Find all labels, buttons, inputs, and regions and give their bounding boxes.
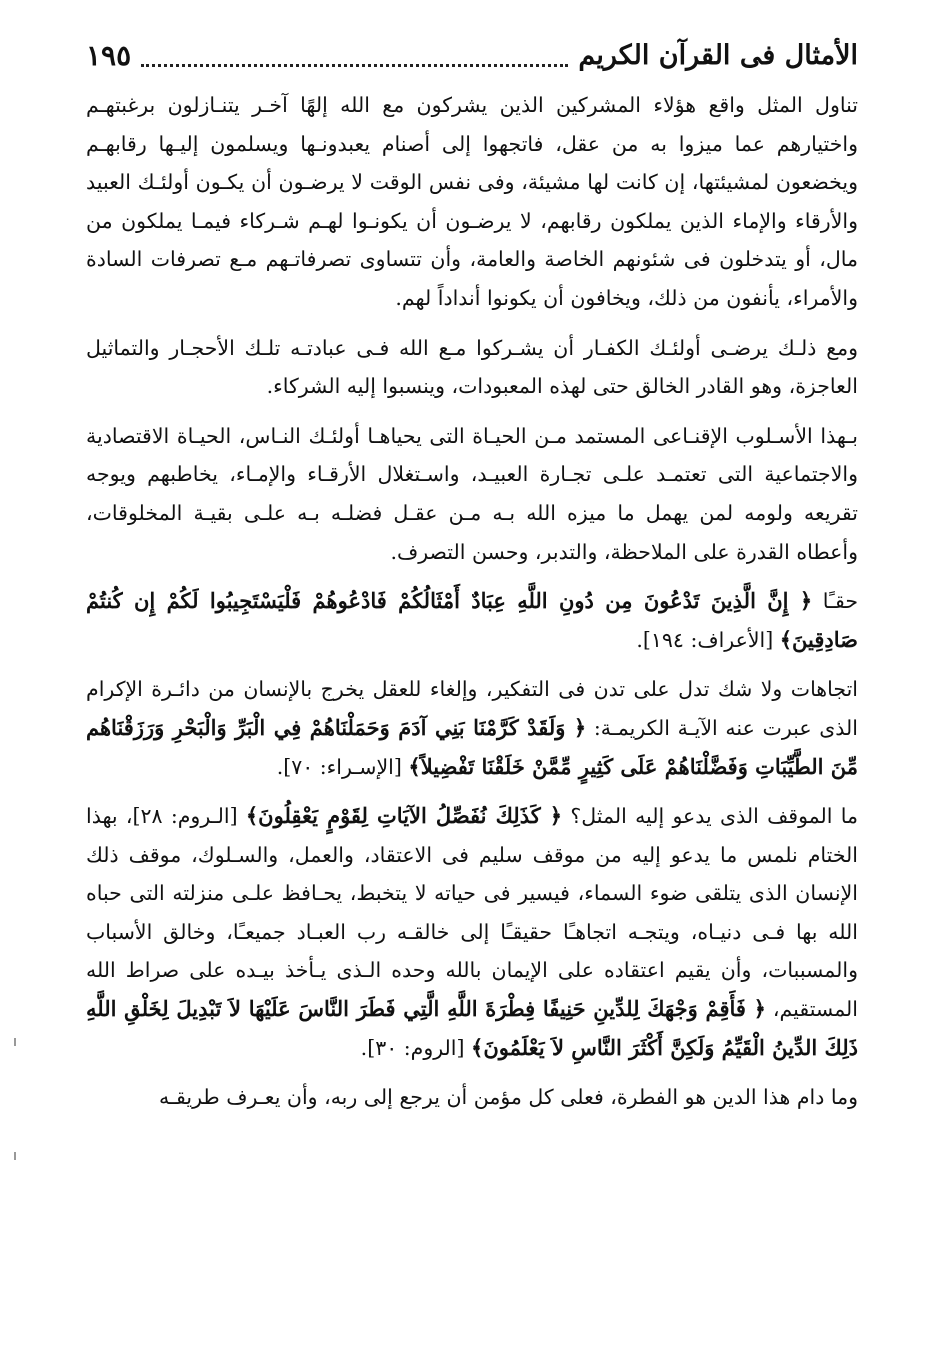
paragraph-5 (86, 670, 858, 786)
scan-mark (14, 1038, 16, 1046)
dotted-leader (141, 64, 568, 67)
paragraph-1 (86, 86, 858, 318)
quran-verse: ﴿ إِنَّ الَّذِينَ تَدْعُونَ مِن دُونِ اللَّهِ عِبَادٌ أَمْثَالُكُمْ فَادْعُوهُمْ فَلْيَسْتَجِيبُوا لَكُمْ إِن كُنتُمْ صَادِقِينَ﴾ (86, 588, 858, 652)
text-segment: حقـًا (812, 589, 858, 614)
paragraph-6 (86, 797, 858, 1067)
paragraph-4 (86, 582, 858, 659)
quran-verse: ﴿ فَأَقِمْ وَجْهَكَ لِلدِّينِ حَنِيفًا فِطْرَةَ اللَّهِ الَّتِي فَطَرَ النَّاسَ عَلَيْهَا لاَ تَبْدِيلَ لِخَلْقِ اللَّهِ ذَلِكَ الدِّينُ الْقَيِّمُ وَلَكِنَّ أَكْثَرَ النَّاسِ لاَ يَعْلَمُونَ﴾ (86, 996, 858, 1060)
body-text (86, 86, 858, 1117)
page-header (86, 30, 858, 76)
page-number: ١٩٥ (86, 39, 132, 72)
book-page (86, 30, 858, 1350)
verse-citation: [الإسـراء: ٧٠]. (276, 754, 409, 779)
paragraph-7 (86, 1078, 858, 1117)
quran-verse: ﴿ وَلَقَدْ كَرَّمْنَا بَنِي آدَمَ وَحَمَلْنَاهُمْ فِي الْبَرِّ وَالْبَحْرِ وَرَزَقْنَاهُم مِّنَ الطَّيِّبَاتِ وَفَضَّلْنَاهُمْ عَلَى كَثِيرٍ مِّمَّنْ خَلَقْنَا تَفْضِيلاً﴾ (86, 714, 858, 779)
text-segment: ومع ذلـك يرضـى أولئـك الكفـار أن يشـركوا مـع الله فـى عبادتـه تلـك الأحجـار والتماثيل العاجزة، وهو القادر الخالق حتى لهذه المعبودات، وينسبوا إليه الشركاء. (86, 335, 858, 399)
verse-citation: [الأعراف: ١٩٤]. (636, 627, 780, 652)
paragraph-3 (86, 417, 858, 571)
text-segment: اتجاهات ولا شك تدل على تدن فى التفكير، وإلغاء للعقل يخرج بالإنسان من دائـرة الإكرام الذى عبرت عنه الآيـة الكريمـة: (86, 677, 858, 740)
scan-mark (14, 1152, 16, 1160)
text-segment: تناول المثل واقع هؤلاء المشركين الذين يشركون مع الله إلهًا آخـر يتنـازلون برغبتهـم واختيارهم عما ميزوا به من عقل، فاتجهوا إلى أصنام يعبدونـها ويسلمون إليـها رقابهـم ويخضعون لمشيئتها، إن كانت لها مشيئة، وفى نفس الوقت لا يرضـون أن يكـون أولئـك العبيد والأرقاء والإماء الذين يملكون رقابهم، لا يرضـون أن يكونـوا لهـم شـركاء فيمـا يملكون من مال، أو يتدخلون فى شئونهم الخاصة والعامة، وأن تتساوى تصرفاتـهم مـع تصرفات السادة والأمراء، يأنفون من ذلك، ويخافون أن يكونوا أنداداً لهم. (86, 93, 858, 310)
quran-verse: ﴿ كَذَلِكَ نُفَصِّلُ الآيَاتِ لِقَوْمٍ يَعْقِلُونَ﴾ (245, 803, 563, 829)
text-segment: وما دام هذا الدين هو الفطرة، فعلى كل مؤمن أن يرجع إلى ربه، وأن يعـرف طريقـه (159, 1085, 858, 1110)
paragraph-2 (86, 329, 858, 406)
verse-citation: [الروم: ٣٠]. (360, 1035, 472, 1060)
text-segment: ما الموقف الذى يدعو إليه المثل؟ (562, 804, 858, 829)
running-title: الأمثال فى القرآن الكريم (578, 40, 858, 71)
text-segment: [الـروم: ٢٨]، بهذا الختام نلمس ما يدعو إليه من موقف سليم فى الاعتقاد، والعمل، والسـلوك، موقف ذلك الإنسان الذى يتلقى ضوء السماء، فيسير فى حياته لا يتخبط، يحـافظ علـى منزلته التى حباه الله بها فـى دنيـاه، ويتجـه اتجاهـًا حقيقـًا إلى خالقـه رب العبـاد جميعـًا، وخالق الأسباب والمسببات، وأن يقيم اعتقاده على الإيمان بالله وحده الـذى يـأخذ بيـده على صراط الله المستقيم، (86, 804, 858, 1022)
text-segment: بـهذا الأسـلوب الإقنـاعى المستمد مـن الحيـاة التى يحياهـا أولئـك النـاس، الحيـاة الاقتصادية والاجتماعية التى تعتمـد علـى تجـارة العبيـد، واسـتغلال الأرقـاء والإمـاء، يخاطبهم ويوجه تقريعه ولومه لمن يهمل ما ميزه الله بـه مـن عقـل فضلـه بـه علـى بقيـة المخلوقات، وأعطاه القدرة على الملاحظة، والتدبر، وحسن التصرف. (86, 423, 858, 564)
